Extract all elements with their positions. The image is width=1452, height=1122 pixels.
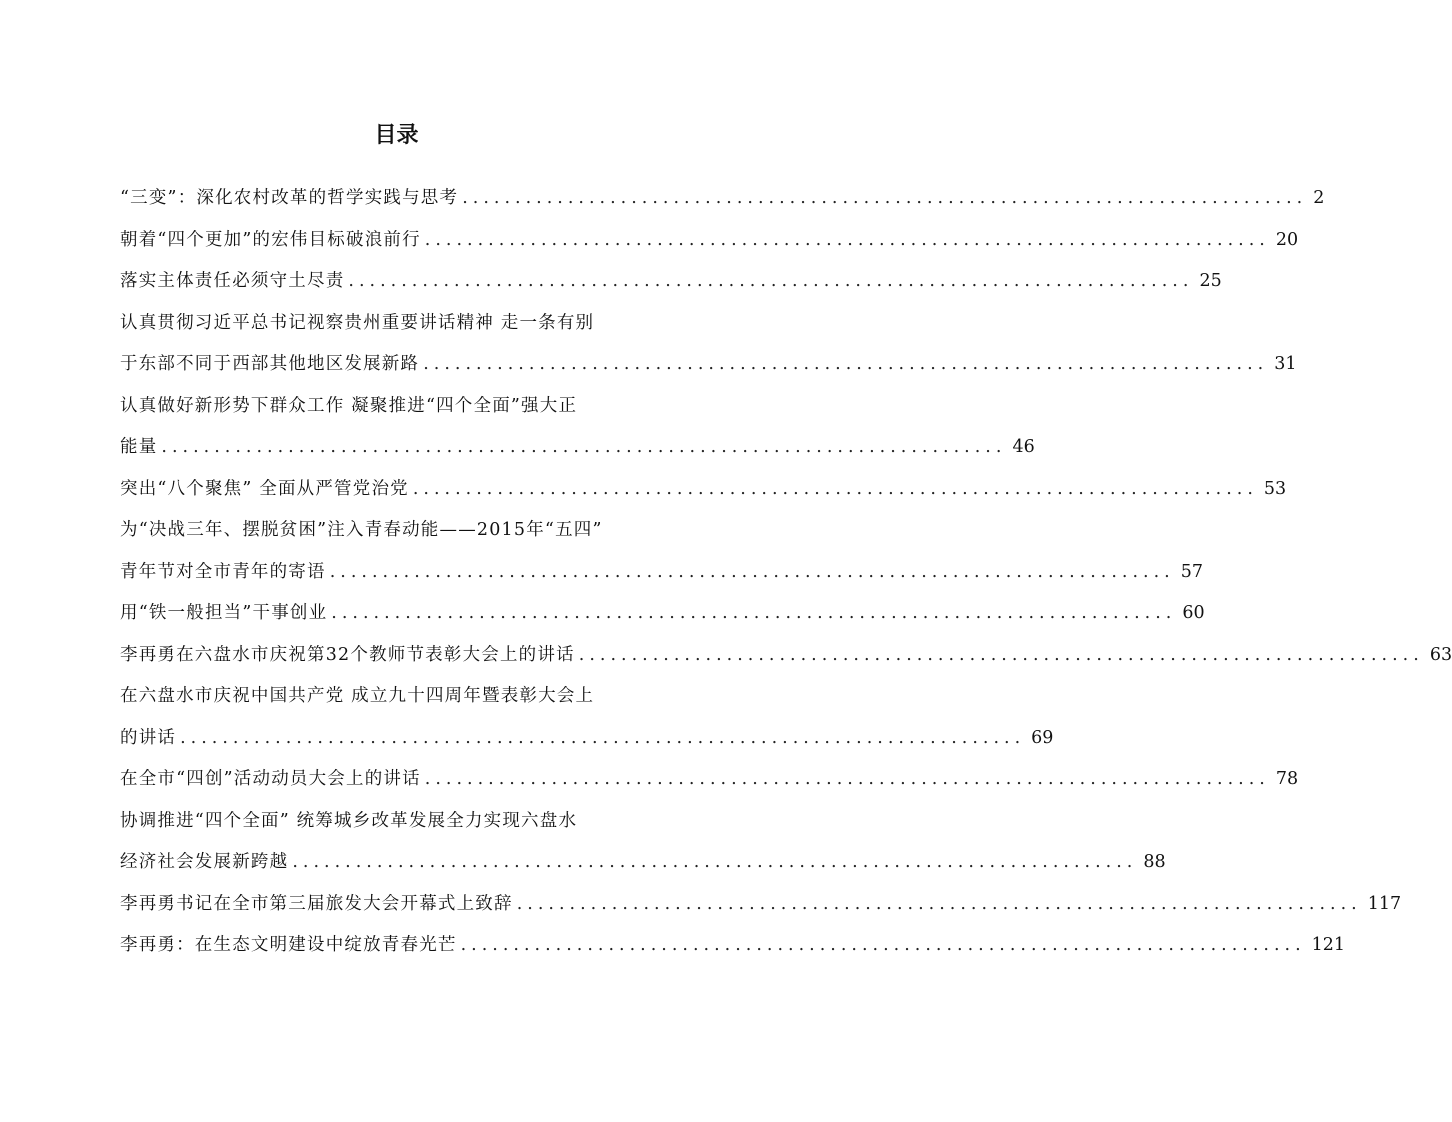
toc-entry-title: 在全市“四创”活动动员大会上的讲话 [120, 769, 421, 789]
toc-entry-title: 朝着“四个更加”的宏伟目标破浪前行 [120, 229, 421, 250]
toc-entry-title: 认真做好新形势下群众工作 凝聚推进“四个全面”强大正 [120, 395, 578, 416]
toc-page-number: 88 [1143, 852, 1166, 872]
toc-entry-line [120, 925, 1346, 967]
toc-leader-dots: ................................................................................ [423, 354, 1269, 374]
toc-entry-title: 为“决战三年、摆脱贫困”注入青春动能——2015年“五四” [120, 520, 603, 540]
toc-entry-line [120, 469, 1287, 511]
toc-leader-dots: ................................................................................ [329, 561, 1175, 582]
toc-page-number: 57 [1180, 561, 1204, 582]
toc-entry-title: 落实主体责任必须守土尽责 [120, 271, 345, 291]
toc-entry-line [120, 303, 673, 345]
toc-page-number: 53 [1263, 478, 1287, 499]
toc-page-number: 2 [1313, 188, 1325, 208]
toc-entry-title: 在六盘水市庆祝中国共产党 成立九十四周年暨表彰大会上 [120, 686, 595, 706]
toc-leader-dots: ................................................................................ [460, 935, 1306, 955]
toc-leader-dots: ................................................................................ [161, 437, 1007, 457]
toc-entry-title: 用“铁一般担当”干事创业 [120, 603, 328, 623]
toc-page-number: 46 [1012, 437, 1035, 457]
toc-entry-title: 能量 [120, 437, 158, 457]
toc-entry-line [120, 220, 1299, 262]
table-of-contents [120, 178, 1452, 967]
toc-entry-line [120, 718, 1054, 760]
toc-leader-dots: ................................................................................ [578, 644, 1424, 665]
toc-entry-title: 协调推进“四个全面” 统筹城乡改革发展全力实现六盘水 [120, 810, 578, 831]
toc-page-number: 121 [1311, 935, 1346, 955]
toc-entry-title: 李再勇在六盘水市庆祝第32个教师节表彰大会上的讲话 [120, 644, 575, 665]
toc-entry-title: 李再勇：在生态文明建设中绽放青春光芒 [120, 935, 457, 955]
toc-page-number: 60 [1182, 603, 1205, 623]
toc-leader-dots: ................................................................................ [424, 229, 1270, 250]
toc-entry-title: 经济社会发展新跨越 [120, 852, 289, 872]
toc-entry-line [120, 344, 1297, 386]
toc-entry-line [120, 593, 1205, 635]
toc-page-number: 117 [1367, 893, 1402, 914]
toc-entry-line [120, 427, 1035, 469]
toc-entry-title: 李再勇书记在全市第三届旅发大会开幕式上致辞 [120, 893, 513, 914]
toc-page-number: 25 [1199, 271, 1222, 291]
toc-entry-title: 青年节对全市青年的寄语 [120, 561, 326, 582]
toc-page-number: 63 [1429, 644, 1452, 665]
toc-entry-line [120, 884, 1402, 926]
toc-entry-title: 认真贯彻习近平总书记视察贵州重要讲话精神 走一条有别 [120, 312, 595, 333]
toc-entry-line [120, 801, 673, 843]
toc-entry-line [120, 510, 673, 552]
toc-page-number: 69 [1031, 727, 1054, 748]
toc-entry-title: 的讲话 [120, 727, 177, 748]
toc-leader-dots: ................................................................................ [462, 188, 1308, 208]
toc-entry-line [120, 842, 1166, 884]
toc-entry-line [120, 261, 1222, 303]
toc-entry-line [120, 635, 1452, 677]
toc-entry-line [120, 676, 673, 718]
toc-page-number: 20 [1275, 229, 1299, 250]
toc-leader-dots: ................................................................................ [412, 478, 1258, 499]
toc-leader-dots: ................................................................................ [292, 852, 1138, 872]
toc-leader-dots: ................................................................................ [516, 893, 1362, 914]
toc-leader-dots: ................................................................................ [331, 603, 1177, 623]
toc-entry-title: “三变”：深化农村改革的哲学实践与思考 [120, 188, 459, 208]
page-title: 目录 [374, 123, 419, 148]
toc-entry-line [120, 386, 673, 428]
toc-entry-line [120, 552, 1204, 594]
toc-leader-dots: ................................................................................ [424, 769, 1270, 789]
toc-page-number: 31 [1274, 354, 1297, 374]
toc-entry-title: 于东部不同于西部其他地区发展新路 [120, 354, 420, 374]
toc-leader-dots: ................................................................................ [348, 271, 1194, 291]
toc-page-number: 78 [1275, 769, 1299, 789]
toc-entry-line [120, 178, 1325, 220]
toc-entry-line [120, 759, 1299, 801]
toc-leader-dots: ................................................................................ [180, 727, 1026, 748]
toc-entry-title: 突出“八个聚焦” 全面从严管党治党 [120, 478, 409, 499]
